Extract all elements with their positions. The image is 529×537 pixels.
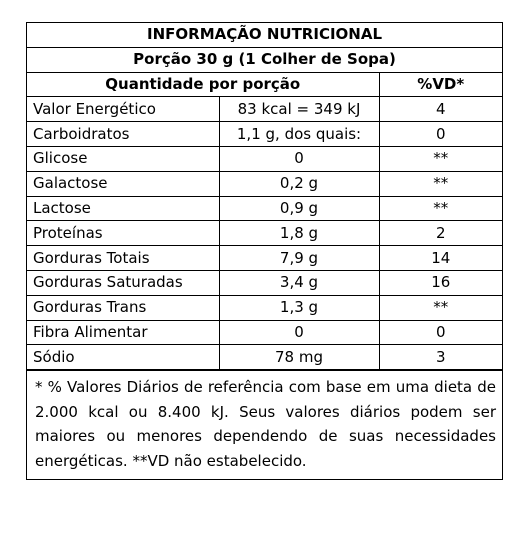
nutrient-name: Fibra Alimentar (27, 320, 219, 345)
nutrient-quantity: 0,9 g (219, 196, 379, 221)
nutrient-row (27, 270, 502, 295)
vd-header: %VD* (379, 72, 502, 97)
nutrient-name: Valor Energético (27, 97, 219, 122)
nutrient-name: Lactose (27, 196, 219, 221)
nutrient-quantity: 1,3 g (219, 295, 379, 320)
nutrient-name: Gorduras Totais (27, 246, 219, 271)
nutrient-name: Sódio (27, 345, 219, 370)
nutrient-row (27, 345, 502, 370)
portion-row (27, 47, 502, 72)
nutrient-row (27, 171, 502, 196)
nutrient-quantity: 7,9 g (219, 246, 379, 271)
nutrient-quantity: 1,1 g, dos quais: (219, 122, 379, 147)
nutrient-name: Carboidratos (27, 122, 219, 147)
nutrient-row (27, 295, 502, 320)
nutrient-quantity: 0,2 g (219, 171, 379, 196)
label-title: INFORMAÇÃO NUTRICIONAL (27, 23, 502, 47)
nutrient-quantity: 3,4 g (219, 270, 379, 295)
nutrient-vd: ** (379, 196, 502, 221)
nutrient-vd: 0 (379, 320, 502, 345)
nutrient-vd: 3 (379, 345, 502, 370)
nutrient-vd: ** (379, 295, 502, 320)
nutrient-quantity: 83 kcal = 349 kJ (219, 97, 379, 122)
nutrient-quantity: 78 mg (219, 345, 379, 370)
portion-size: Porção 30 g (1 Colher de Sopa) (27, 47, 502, 72)
nutrition-table (27, 23, 502, 370)
nutrient-quantity: 1,8 g (219, 221, 379, 246)
nutrient-row (27, 122, 502, 147)
nutrient-name: Galactose (27, 171, 219, 196)
footnote: * % Valores Diários de referência com base em uma dieta de 2.000 kcal ou 8.400 kJ. Seus valores diários podem ser maiores ou menores dependendo de suas necessidades energéticas. **VD não estabelecido. (27, 370, 502, 479)
nutrient-vd: 0 (379, 122, 502, 147)
nutrient-row (27, 320, 502, 345)
nutrient-row (27, 246, 502, 271)
nutrient-vd: ** (379, 146, 502, 171)
column-header-row (27, 72, 502, 97)
nutrient-row (27, 146, 502, 171)
nutrient-vd: 2 (379, 221, 502, 246)
nutrient-row (27, 221, 502, 246)
nutrient-quantity: 0 (219, 146, 379, 171)
nutrient-vd: ** (379, 171, 502, 196)
quantity-header: Quantidade por porção (27, 72, 379, 97)
nutrient-name: Gorduras Trans (27, 295, 219, 320)
nutrient-name: Glicose (27, 146, 219, 171)
nutrient-row (27, 196, 502, 221)
nutrient-name: Gorduras Saturadas (27, 270, 219, 295)
nutrient-vd: 4 (379, 97, 502, 122)
nutrient-vd: 16 (379, 270, 502, 295)
nutrient-name: Proteínas (27, 221, 219, 246)
nutrient-row (27, 97, 502, 122)
title-row (27, 23, 502, 47)
nutrition-facts-label (26, 22, 503, 480)
nutrient-quantity: 0 (219, 320, 379, 345)
nutrient-vd: 14 (379, 246, 502, 271)
